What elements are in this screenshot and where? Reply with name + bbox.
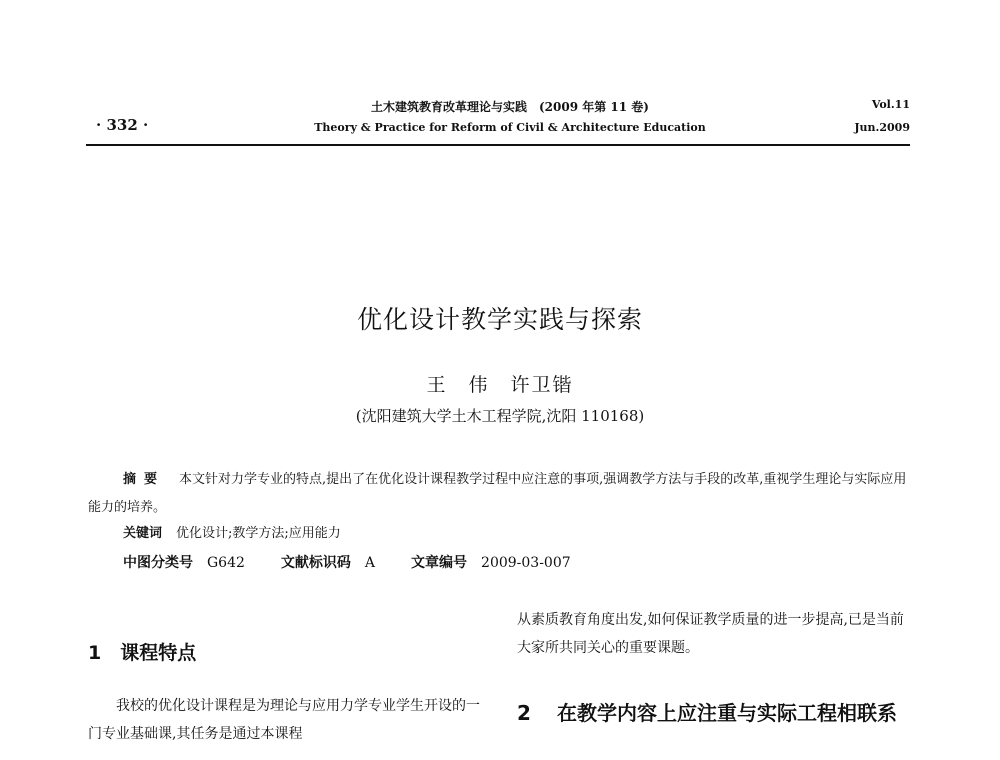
issue-date: Jun.2009 bbox=[854, 121, 910, 134]
article-number-label: 文章编号 bbox=[411, 555, 468, 571]
document-code-value: A bbox=[364, 555, 376, 571]
section-2-heading bbox=[517, 696, 910, 730]
keywords-row bbox=[123, 522, 341, 541]
keywords-label: 关键词 bbox=[123, 526, 163, 541]
section-2-title: 在教学内容上应注重与实际工程相联系 bbox=[557, 701, 897, 725]
journal-title-chinese: 土木建筑教育改革理论与实践 (2009 年第 11 卷) bbox=[371, 100, 649, 114]
right-column-continuation: 从素质教育角度出发,如何保证教学质量的进一步提高,已是当前大家所共同关心的重要课题。 bbox=[517, 612, 904, 656]
article-number-value: 2009-03-007 bbox=[481, 555, 571, 571]
abstract-text: 本文针对力学专业的特点,提出了在优化设计课程教学过程中应注意的事项,强调教学方法与手段的改革,重视学生理论与实际应用能力的培养。 bbox=[88, 472, 907, 515]
header-divider bbox=[86, 144, 910, 146]
section-2-number: 2 bbox=[517, 701, 531, 725]
page-number: · 332 · bbox=[96, 116, 149, 134]
keywords-text: 优化设计;教学方法;应用能力 bbox=[176, 526, 341, 541]
author-affiliation: (沈阳建筑大学土木工程学院,沈阳 110168) bbox=[355, 407, 645, 425]
abstract bbox=[88, 466, 910, 522]
author-list: 王 伟 许卫锴 bbox=[426, 374, 574, 396]
classification-row bbox=[123, 552, 571, 572]
abstract-label: 摘要 bbox=[123, 472, 166, 487]
clc-label: 中图分类号 bbox=[123, 555, 193, 571]
volume-label: Vol.11 bbox=[871, 98, 910, 111]
clc-value: G642 bbox=[207, 555, 245, 571]
section-1-body: 我校的优化设计课程是为理论与应用力学专业学生开设的一门专业基础课,其任务是通过本课程 bbox=[88, 698, 480, 742]
section-1-heading: 1 课程特点 bbox=[88, 642, 197, 664]
journal-title-english: Theory & Practice for Reform of Civil & Architecture Education bbox=[314, 121, 706, 134]
document-code-label: 文献标识码 bbox=[280, 555, 351, 571]
article-title: 优化设计教学实践与探索 bbox=[356, 305, 643, 334]
